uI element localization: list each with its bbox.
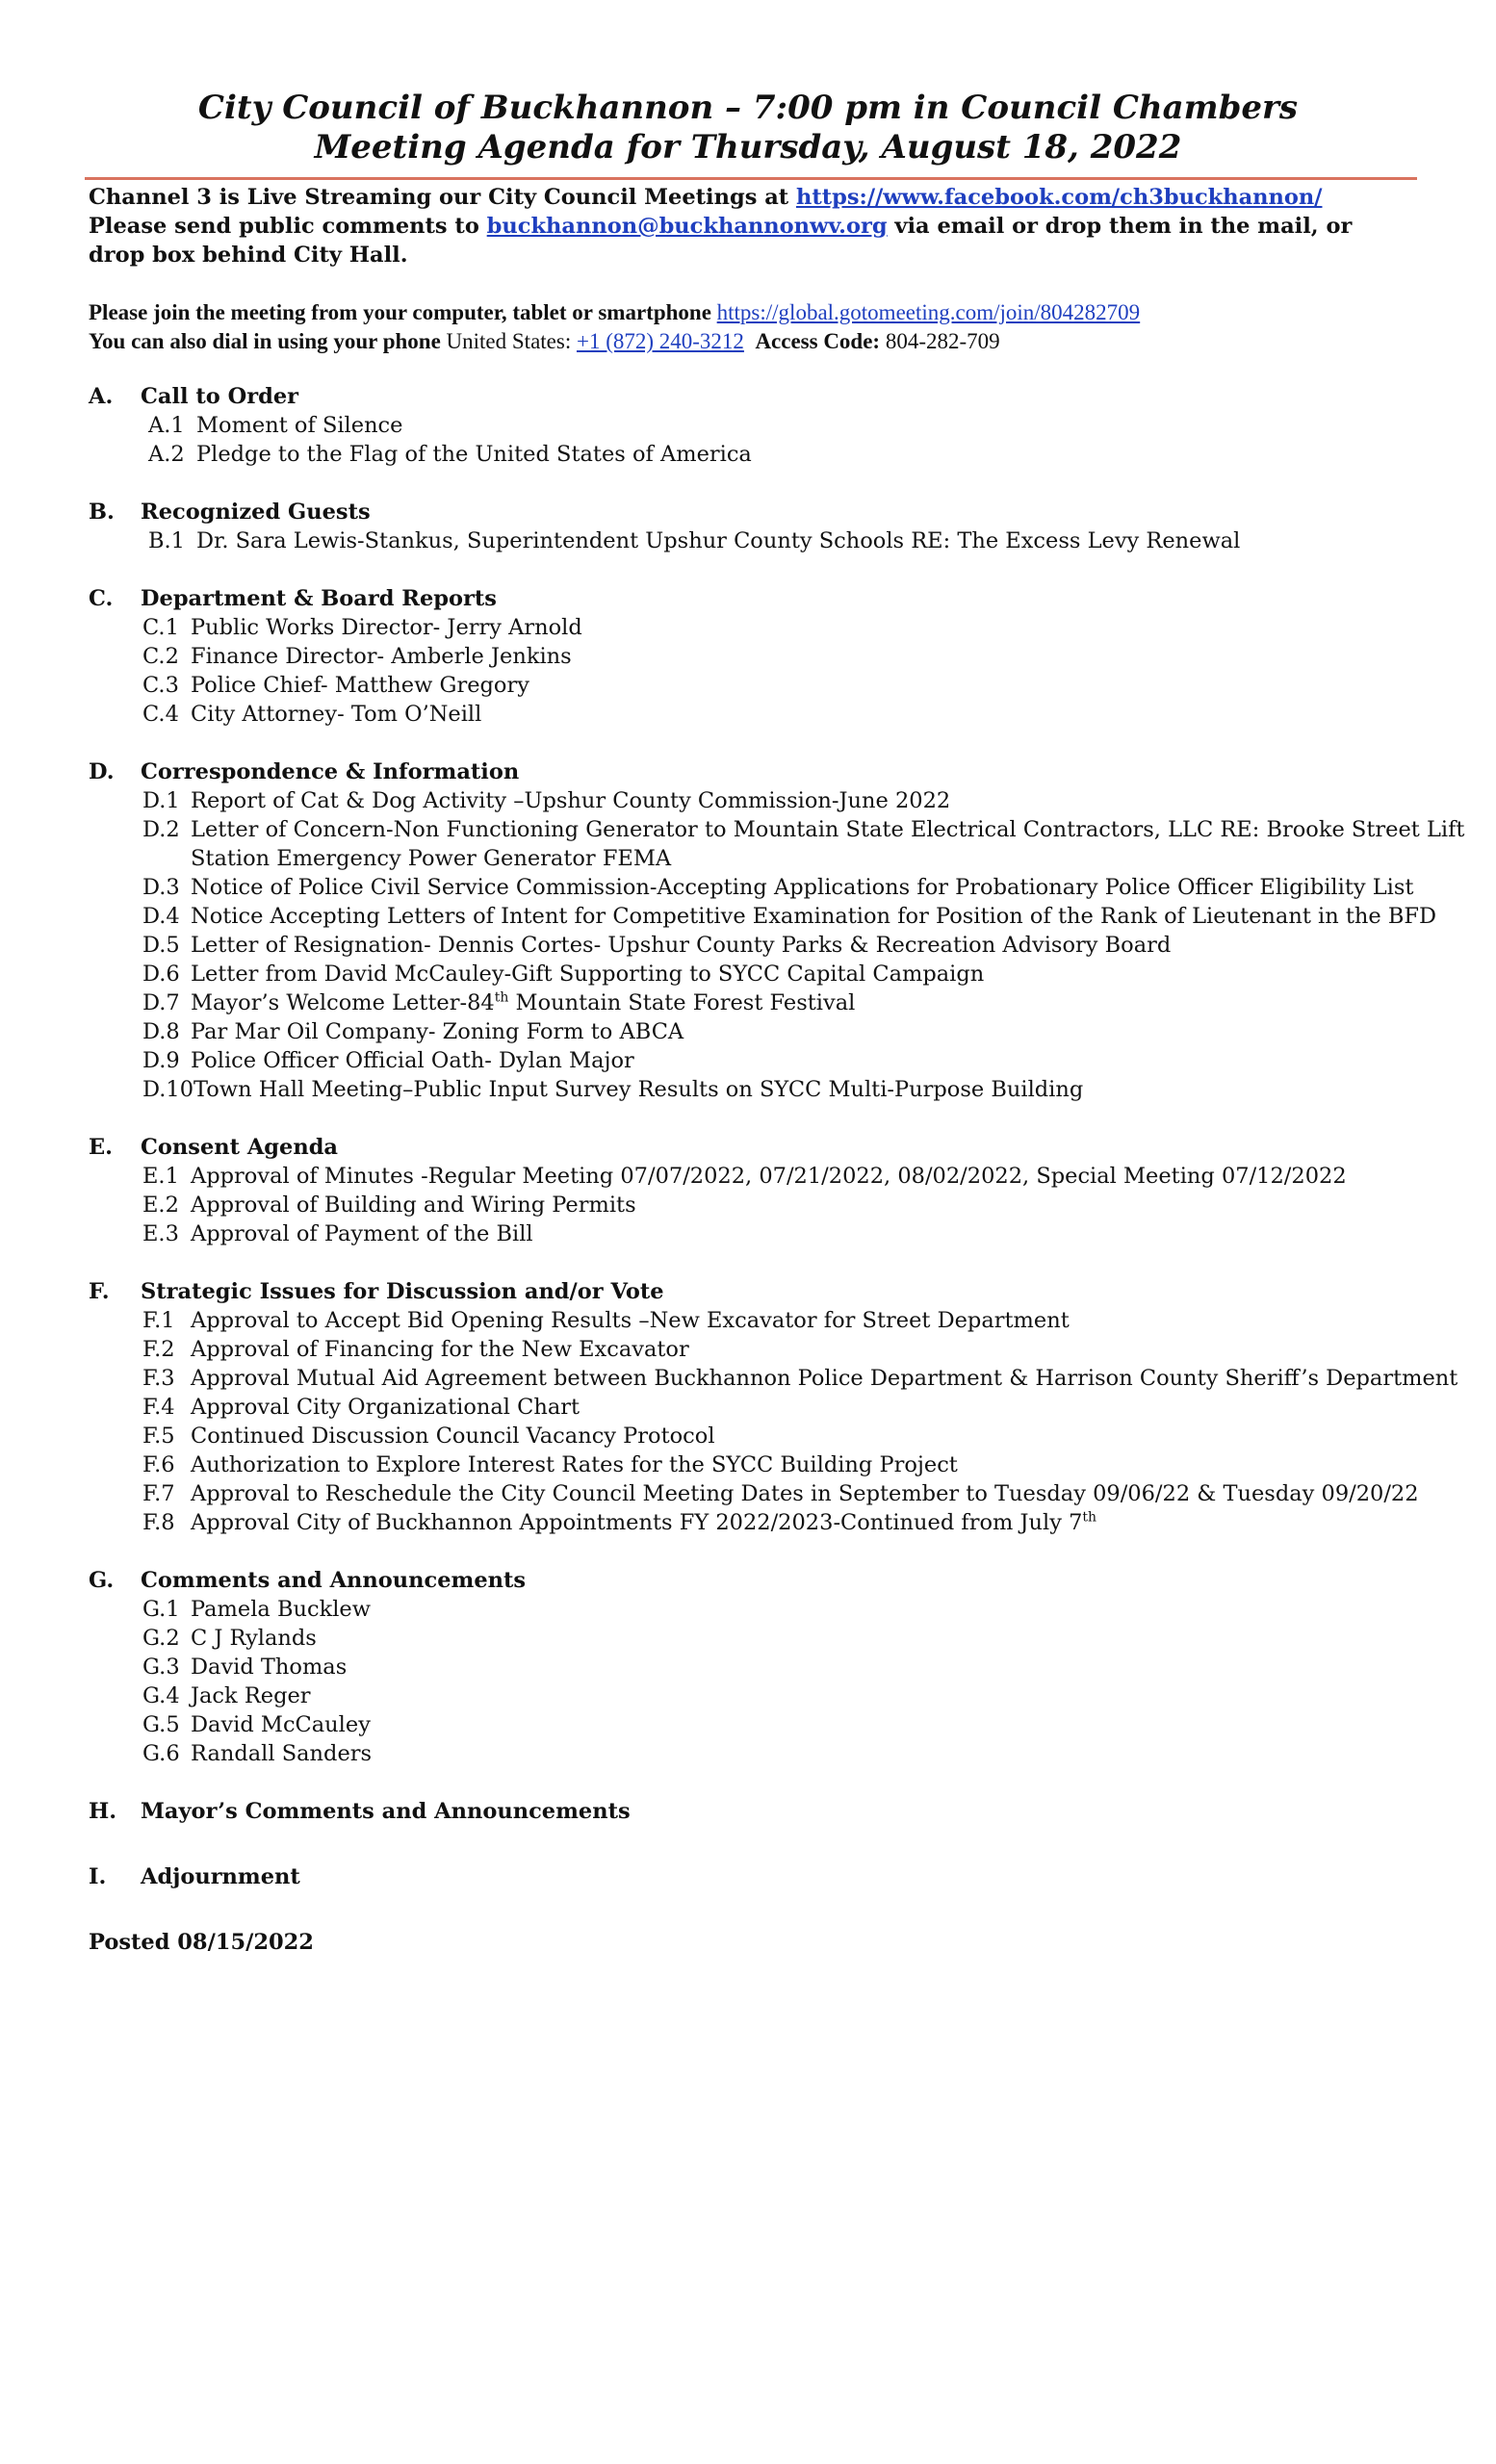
section-adjournment [89,1862,1456,1891]
notice-text-2: Please send public comments to [89,214,487,239]
section-heading [89,382,1456,411]
dial-in-line [89,327,1436,356]
section-correspondence [89,757,1465,1104]
section-title: Call to Order [141,384,299,409]
section-strategic-issues [89,1277,1456,1537]
item-text: Approval of Payment of the Bill [191,1221,533,1246]
agenda-item [89,1653,1456,1681]
item-number: G.5 [142,1712,180,1737]
item-number: D.1 [142,788,180,813]
section-department-reports [89,584,1456,729]
access-code-label: Access Code: [755,329,886,353]
section-title: Comments and Announcements [141,1568,527,1593]
agenda-item [89,1364,1456,1393]
item-number: D.2 [142,817,180,842]
item-number: F.7 [142,1481,175,1506]
section-heading [89,1566,1456,1595]
agenda-title-line-2: Meeting Agenda for Thursday, August 18, 2022 [314,128,1182,167]
agenda-item [89,1710,1456,1739]
agenda-item [89,526,1456,555]
section-letter: B. [89,500,115,525]
item-text: Public Works Director- Jerry Arnold [191,615,582,640]
header-divider [85,177,1417,180]
item-number: F.5 [142,1424,175,1449]
item-text-after: Mountain State Forest Festival [508,990,856,1015]
item-text: Letter of Concern-Non Functioning Generator to Mountain State Electrical Contractors, LLC RE: Brooke Street Lift [191,817,1465,842]
item-number: F.8 [142,1510,175,1535]
item-text: Notice of Police Civil Service Commission-Accepting Applications for Probationary Police Officer Eligibility List [191,875,1414,900]
agenda-item [89,1479,1456,1508]
item-number: A.1 [148,413,185,438]
item-text: Par Mar Oil Company- Zoning Form to ABCA [191,1019,684,1044]
agenda-item [89,1393,1456,1422]
agenda-item [89,1508,1456,1537]
notice-text-1: Channel 3 is Live Streaming our City Council Meetings at [89,185,796,210]
join-online-label: Please join the meeting from your computer, tablet or smartphone [89,300,717,324]
item-text: Approval of Building and Wiring Permits [191,1193,636,1218]
ordinal-superscript: th [1082,1509,1097,1526]
item-number: D.4 [142,904,180,929]
item-text-continued: Station Emergency Power Generator FEMA [191,846,672,871]
item-text: Dr. Sara Lewis-Stankus, Superintendent Upshur County Schools RE: The Excess Levy Renewal [196,528,1241,553]
item-number: B.1 [148,528,186,553]
section-call-to-order [89,382,1456,469]
section-letter: D. [89,759,115,784]
agenda-item [89,1306,1456,1335]
section-title: Correspondence & Information [141,759,520,784]
item-text: Pledge to the Flag of the United States of America [196,442,752,467]
item-number: G.2 [142,1626,180,1651]
item-text: Letter from David McCauley-Gift Supporting to SYCC Capital Campaign [191,962,985,987]
section-letter: A. [89,384,114,409]
item-number: F.1 [142,1308,175,1333]
agenda-item [89,1017,1456,1046]
agenda-item [89,931,1456,960]
section-heading [89,1277,1456,1306]
item-text: Approval to Accept Bid Opening Results –New Excavator for Street Department [191,1308,1070,1333]
item-text: Letter of Resignation- Dennis Cortes- Upshur County Parks & Recreation Advisory Board [191,933,1172,958]
section-letter: C. [89,586,114,611]
item-number: G.6 [142,1741,180,1766]
section-heading [89,1797,1456,1826]
item-number: F.6 [142,1452,175,1477]
item-number: C.2 [142,644,179,669]
facebook-link[interactable]: https://www.facebook.com/ch3buckhannon/ [796,185,1323,210]
item-number: D.10 [142,1077,194,1102]
access-code: 804-282-709 [885,329,1000,353]
agenda-item [89,960,1456,988]
section-heading [89,498,1456,526]
item-number: C.3 [142,673,179,698]
section-title: Recognized Guests [141,500,371,525]
item-text: David Thomas [191,1655,348,1680]
section-letter: I. [89,1864,107,1889]
streaming-notice [89,183,1407,270]
agenda-item [89,902,1456,931]
item-text: Approval City Organizational Chart [191,1395,580,1420]
item-number: D.3 [142,875,180,900]
item-text: Notice Accepting Letters of Intent for Competitive Examination for Position of the Rank of Lieutenant in the BFD [191,904,1437,929]
item-number: C.1 [142,615,179,640]
item-text: C J Rylands [191,1626,317,1651]
posted-date: Posted 08/15/2022 [89,1930,314,1955]
item-text: Report of Cat & Dog Activity –Upshur County Commission-June 2022 [191,788,951,813]
agenda-item [89,873,1456,902]
item-number: D.7 [142,990,180,1015]
item-number: F.2 [142,1337,175,1362]
section-letter: G. [89,1568,115,1593]
item-text: Approval to Reschedule the City Council Meeting Dates in September to Tuesday 09/06/22 & Tuesday 09/20/22 [191,1481,1419,1506]
item-text: Finance Director- Amberle Jenkins [191,644,572,669]
item-text: Police Chief- Matthew Gregory [191,673,529,698]
section-letter: H. [89,1799,117,1824]
section-heading [89,1862,1456,1891]
section-recognized-guests [89,498,1456,555]
section-title: Consent Agenda [141,1135,339,1160]
section-title: Adjournment [141,1864,300,1889]
item-number: D.8 [142,1019,180,1044]
agenda-item [89,1335,1456,1364]
section-title: Strategic Issues for Discussion and/or Vote [141,1279,664,1304]
item-number: D.5 [142,933,180,958]
agenda-item [89,411,1456,440]
item-text: Pamela Bucklew [191,1597,371,1622]
agenda-item [89,1595,1456,1624]
item-text: Approval of Financing for the New Excavator [191,1337,689,1362]
section-heading [89,1133,1456,1162]
item-number: G.4 [142,1683,180,1708]
agenda-item [89,1219,1456,1248]
agenda-item [89,815,1465,873]
agenda-item [89,1681,1456,1710]
dial-in-label: You can also dial in using your phone [89,329,447,353]
item-text: Jack Reger [191,1683,311,1708]
item-text: Police Officer Official Oath- Dylan Major [191,1048,634,1073]
agenda-item [89,440,1456,469]
item-number: F.3 [142,1366,175,1391]
section-title: Department & Board Reports [141,586,497,611]
item-number: C.4 [142,702,179,727]
section-letter: E. [89,1135,113,1160]
item-text: Moment of Silence [196,413,403,438]
item-text: Continued Discussion Council Vacancy Protocol [191,1424,715,1449]
item-number: D.9 [142,1048,180,1073]
item-number: D.6 [142,962,180,987]
agenda-item [89,642,1456,671]
section-title: Mayor’s Comments and Announcements [141,1799,631,1824]
item-text: Mayor’s Welcome Letter-84 [191,990,495,1015]
item-text: Authorization to Explore Interest Rates for the SYCC Building Project [191,1452,958,1477]
dial-in-country: United States: [446,329,577,353]
section-comments [89,1566,1456,1768]
item-number: E.3 [142,1221,179,1246]
phone-link[interactable]: +1 (872) 240-3212 [576,329,744,353]
agenda-item [89,671,1456,700]
agenda-item [89,613,1456,642]
agenda-item [89,1075,1456,1104]
agenda-item [89,1162,1456,1191]
section-heading [89,584,1456,613]
section-heading [89,757,1456,786]
item-text: Approval of Minutes -Regular Meeting 07/07/2022, 07/21/2022, 08/02/2022, Special Meeting 07/12/2022 [191,1164,1347,1189]
agenda-item [89,1739,1456,1768]
agenda-item [89,786,1456,815]
section-mayor-comments [89,1797,1456,1826]
item-text: David McCauley [191,1712,371,1737]
agenda-item [89,1450,1456,1479]
item-number: G.1 [142,1597,180,1622]
item-text: Approval City of Buckhannon Appointments FY 2022/2023-Continued from July 7 [191,1510,1083,1535]
agenda-item [89,700,1456,729]
ordinal-superscript: th [494,989,509,1006]
email-link[interactable]: buckhannon@buckhannonwv.org [486,214,888,239]
join-online-line [89,298,1436,327]
item-number: A.2 [148,442,185,467]
item-number: E.2 [142,1193,179,1218]
agenda-item [89,1422,1456,1450]
agenda-item [89,1046,1456,1075]
item-number: E.1 [142,1164,179,1189]
agenda-item [89,988,1456,1017]
item-number: G.3 [142,1655,180,1680]
agenda-item [89,1191,1456,1219]
item-text: Town Hall Meeting–Public Input Survey Results on SYCC Multi-Purpose Building [193,1077,1084,1102]
meeting-link[interactable]: https://global.gotomeeting.com/join/804282709 [716,300,1141,324]
notice-text-3: via email or drop them in the mail, or drop box behind City Hall. [89,214,1353,268]
item-number: F.4 [142,1395,175,1420]
section-letter: F. [89,1279,110,1304]
item-text: Approval Mutual Aid Agreement between Buckhannon Police Department & Harrison County Sheriff’s Department [191,1366,1458,1391]
agenda-item [89,1624,1456,1653]
section-consent-agenda [89,1133,1456,1248]
agenda-title-line-1: City Council of Buckhannon – 7:00 pm in Council Chambers [197,89,1299,127]
item-text: Randall Sanders [191,1741,373,1766]
item-text: City Attorney- Tom O’Neill [191,702,482,727]
